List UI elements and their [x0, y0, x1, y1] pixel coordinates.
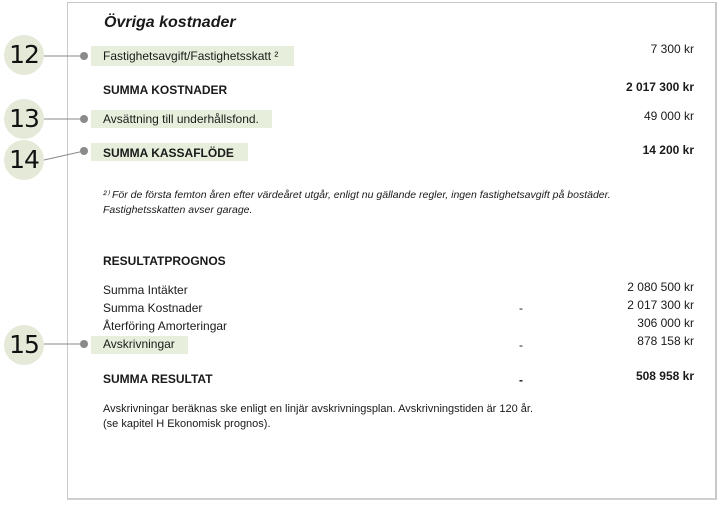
sign-summa-resultat: -	[519, 373, 523, 387]
amount-fastighetsavgift: 7 300 kr	[650, 42, 694, 56]
label-summa-kostnader-res: Summa Kostnader	[103, 301, 203, 315]
callout-dot	[80, 147, 88, 155]
label-summa-kassaflode: SUMMA KASSAFLÖDE	[103, 146, 234, 160]
label-summa-resultat: SUMMA RESULTAT	[103, 372, 213, 386]
label-summa-intakter: Summa Intäkter	[103, 283, 188, 297]
label-avskrivningar: Avskrivningar	[103, 337, 175, 351]
amount-summa-resultat: 508 958 kr	[635, 369, 694, 383]
callout-12: 12	[4, 35, 44, 75]
label-summa-kostnader: SUMMA KOSTNADER	[103, 83, 228, 97]
amount-avskrivningar: 878 158 kr	[637, 334, 694, 348]
callout-dot	[80, 115, 88, 123]
section-title: Övriga kostnader	[104, 14, 236, 31]
resultat-heading: RESULTATPROGNOS	[103, 254, 226, 268]
avskrivning-note-line2: (se kapitel H Ekonomisk prognos).	[103, 418, 271, 430]
amount-summa-kostnader: 2 017 300 kr	[625, 80, 694, 94]
callout-14: 14	[4, 140, 44, 180]
amount-aterforing: 306 000 kr	[637, 316, 694, 330]
footnote: ²⁾ För de första femton åren efter värdeåret utgår, enligt nu gällande regler, ingen fastighetsavgift på bostäder. Fastighetsskatten avser garage.	[103, 189, 611, 216]
amount-summa-intakter: 2 080 500 kr	[627, 280, 694, 294]
label-avsattning: Avsättning till underhållsfond.	[103, 112, 259, 126]
sign-avskrivningar: -	[519, 338, 523, 352]
callout-dot	[80, 52, 88, 60]
avskrivning-note-line1: Avskrivningar beräknas ske enligt en linjär avskrivningsplan. Avskrivningstiden är 120 år.	[103, 403, 534, 415]
label-aterforing: Återföring Amorteringar	[103, 319, 228, 333]
sign-summa-kostnader: -	[519, 301, 523, 315]
amount-summa-kostnader-res: 2 017 300 kr	[627, 298, 694, 312]
label-fastighetsavgift: Fastighetsavgift/Fastighetsskatt ²	[103, 49, 279, 63]
amount-avsattning: 49 000 kr	[643, 109, 694, 123]
callout-13: 13	[4, 99, 44, 139]
callout-15: 15	[4, 325, 44, 365]
amount-summa-kassaflode: 14 200 kr	[642, 143, 694, 157]
callout-dot	[80, 340, 88, 348]
